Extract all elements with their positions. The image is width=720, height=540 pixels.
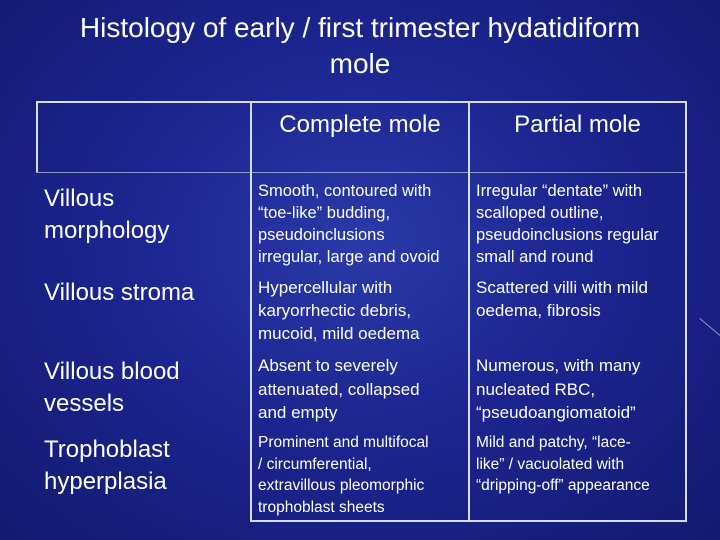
cell-partial-villous-blood-vessels: Numerous, with many nucleated RBC, “pseudoangiomatoid”	[476, 356, 641, 422]
row-label-villous-blood-vessels: Villous blood vessels	[44, 358, 180, 417]
row-label-villous-stroma: Villous stroma	[44, 279, 195, 306]
table-border-left	[36, 101, 38, 173]
header-complete-mole: Complete mole	[279, 111, 441, 138]
cell-partial-villous-morphology: Irregular “dentate” with scalloped outline, pseudoinclusions regular small and round	[476, 182, 659, 266]
cell-complete-trophoblast-hyperplasia: Prominent and multifocal / circumferential, extravillous pleomorphic trophoblast sheets	[258, 434, 429, 516]
header-partial-mole: Partial mole	[514, 111, 641, 138]
slide-title: Histology of early / first trimester hydatidiform mole	[79, 12, 641, 79]
table-border-bottom	[250, 520, 687, 522]
cell-complete-villous-morphology: Smooth, contoured with “toe-like” budding, pseudoinclusions irregular, large and ovoid	[258, 182, 440, 266]
cell-partial-villous-stroma: Scattered villi with mild oedema, fibrosis	[476, 278, 648, 320]
table-header-divider	[36, 172, 687, 173]
cell-complete-villous-blood-vessels: Absent to severely attenuated, collapsed and empty	[258, 356, 420, 422]
table-col-divider-1	[250, 101, 252, 522]
row-label-villous-morphology: Villous morphology	[44, 185, 170, 244]
comparison-table	[36, 101, 687, 522]
table-col-divider-2	[468, 101, 470, 522]
table-border-top	[36, 101, 687, 103]
cell-complete-villous-stroma: Hypercellular with karyorrhectic debris, mucoid, mild oedema	[258, 278, 420, 343]
row-label-trophoblast-hyperplasia: Trophoblast hyperplasia	[44, 436, 170, 495]
cell-partial-trophoblast-hyperplasia: Mild and patchy, “lace- like” / vacuolated with “dripping-off” appearance	[476, 434, 650, 494]
decorative-line	[699, 318, 720, 344]
